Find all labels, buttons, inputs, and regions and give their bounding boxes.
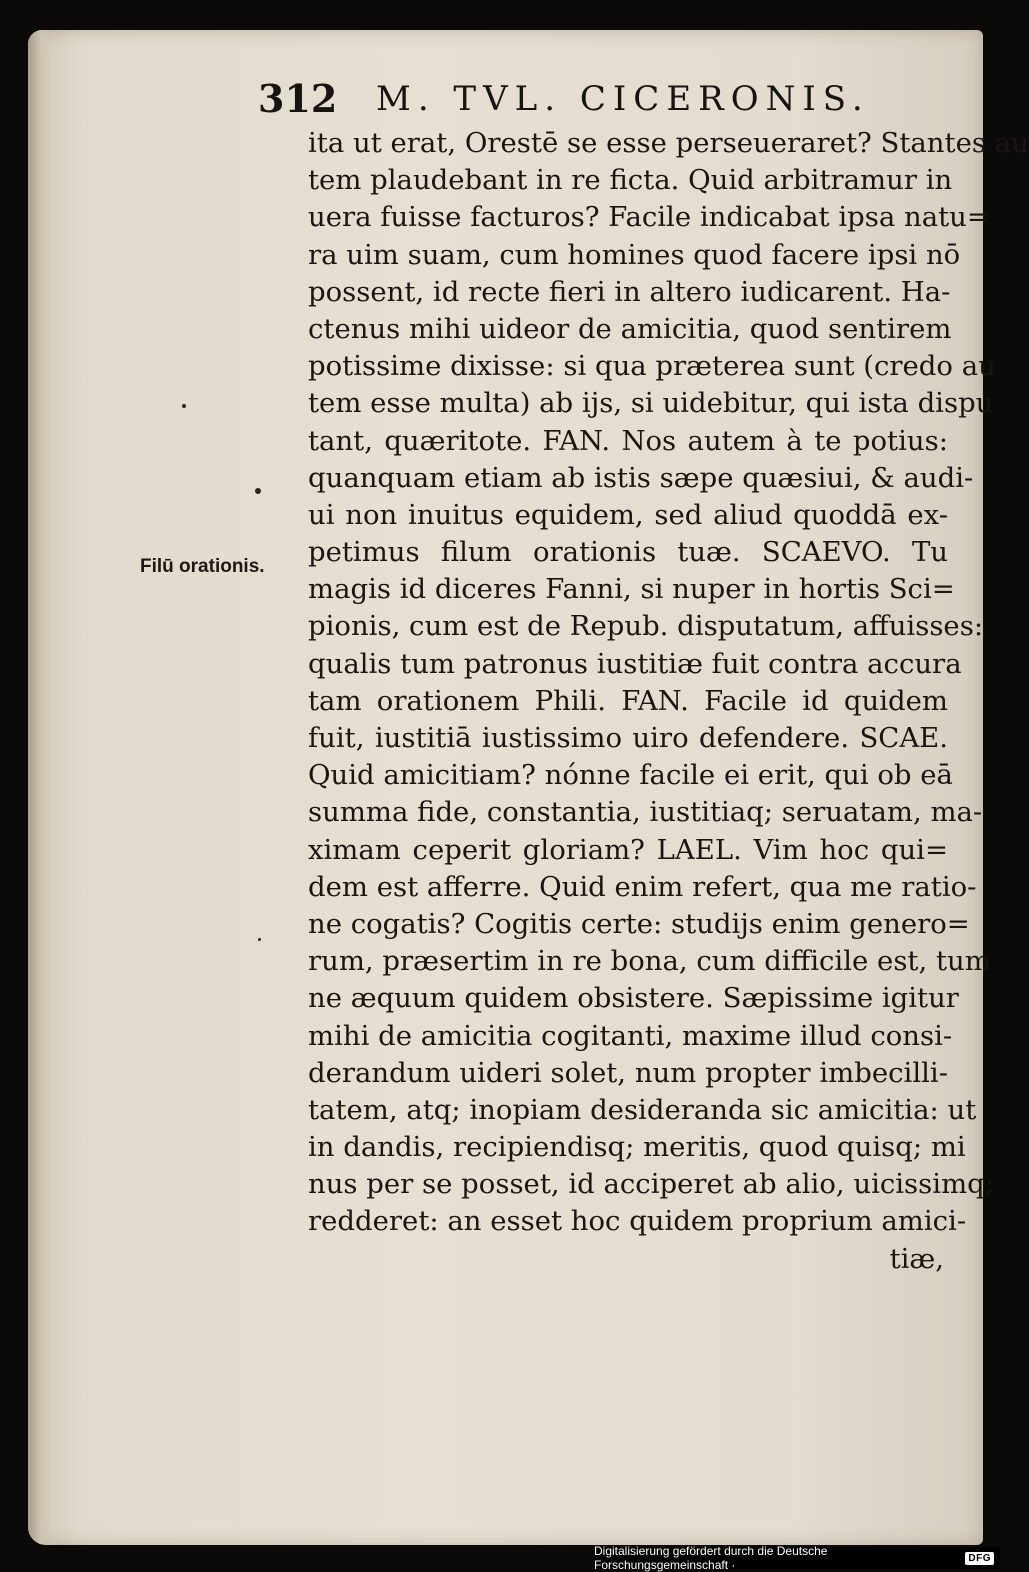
text-line: tam orationem Phili. FAN. Facile id quidem xyxy=(308,684,948,717)
text-line: Quid amicitiam? nónne facile ei erit, qui ob eā xyxy=(308,759,953,792)
text-line: dem est afferre. Quid enim refert, qua me ratio- xyxy=(308,870,977,903)
dfg-logo: DFG xyxy=(965,1552,994,1565)
text-line: fuit, iustitiā iustissimo uiro defendere. SCAE. xyxy=(308,722,948,754)
text-line: ctenus mihi uideor de amicitia, quod sentirem xyxy=(308,312,952,345)
text-line: ui non inuitus equidem, sed aliud quoddā ex- xyxy=(308,498,948,531)
digitization-credit-bar xyxy=(594,1544,1000,1572)
marginal-note: Filū orationis. xyxy=(140,556,265,577)
text-line: derandum uideri solet, num propter imbecilli- xyxy=(308,1056,948,1089)
text-line: ne æquum quidem obsistere. Sæpissime igitur xyxy=(308,982,959,1015)
text-line: ximam ceperit gloriam? LAEL. Vim hoc qui= xyxy=(308,833,948,866)
text-line: quanquam etiam ab istis sæpe quæsiui, & audi- xyxy=(308,461,974,494)
text-line: uera fuisse facturos? Facile indicabat ipsa natu= xyxy=(308,201,990,234)
text-line: ita ut erat, Orestē se esse perseueraret? Stantes au xyxy=(308,127,1029,159)
text-line: possent, id recte fieri in altero iudicarent. Ha- xyxy=(308,275,951,308)
text-line: petimus filum orationis tuæ. SCAEVO. Tu xyxy=(308,536,948,569)
folio-number: 312 xyxy=(258,76,338,121)
body-text xyxy=(308,125,1029,1278)
ink-speck xyxy=(255,488,261,494)
text-line: tatem, atq; inopiam desideranda sic amicitia: ut xyxy=(308,1093,977,1126)
text-line: tant, quæritote. FAN. Nos autem à te potius: xyxy=(308,424,948,457)
page-header xyxy=(258,74,878,124)
page-edge xyxy=(28,30,50,1545)
text-line: in dandis, recipiendisq; meritis, quod quisq; mi xyxy=(308,1131,966,1164)
text-line: ra uim suam, cum homines quod facere ipsi nō xyxy=(308,238,961,271)
text-line: ne cogatis? Cogitis certe: studijs enim genero= xyxy=(308,907,970,940)
text-line: tem esse multa) ab ijs, si uidebitur, qui ista dispu xyxy=(308,387,994,420)
text-line: rum, præsertim in re bona, cum difficile est, tum xyxy=(308,945,991,978)
text-line: summa fide, constantia, iustitiaq; seruatam, ma- xyxy=(308,796,983,829)
text-line: qualis tum patronus iustitiæ fuit contra accura xyxy=(308,647,962,680)
catchword: tiæ, xyxy=(889,1242,944,1275)
text-line: redderet: an esset hoc quidem proprium amici- xyxy=(308,1205,967,1238)
text-line: tem plaudebant in re ficta. Quid arbitramur in xyxy=(308,164,953,197)
text-line: potissime dixisse: si qua præterea sunt (credo au xyxy=(308,350,996,383)
ink-speck xyxy=(258,938,261,941)
text-line: mihi de amicitia cogitanti, maxime illud consi- xyxy=(308,1019,953,1052)
text-line: nus per se posset, id acciperet ab alio, uicissimq; xyxy=(308,1168,995,1201)
text-line: magis id diceres Fanni, si nuper in hortis Sci= xyxy=(308,573,955,606)
text-line: pionis, cum est de Repub. disputatum, affuisses: xyxy=(308,610,984,643)
ink-speck xyxy=(182,404,186,408)
credit-text: Digitalisierung gefördert durch die Deutsche Forschungsgemeinschaft · xyxy=(594,1544,828,1572)
running-head: M. TVL. CICERONIS. xyxy=(376,79,870,119)
